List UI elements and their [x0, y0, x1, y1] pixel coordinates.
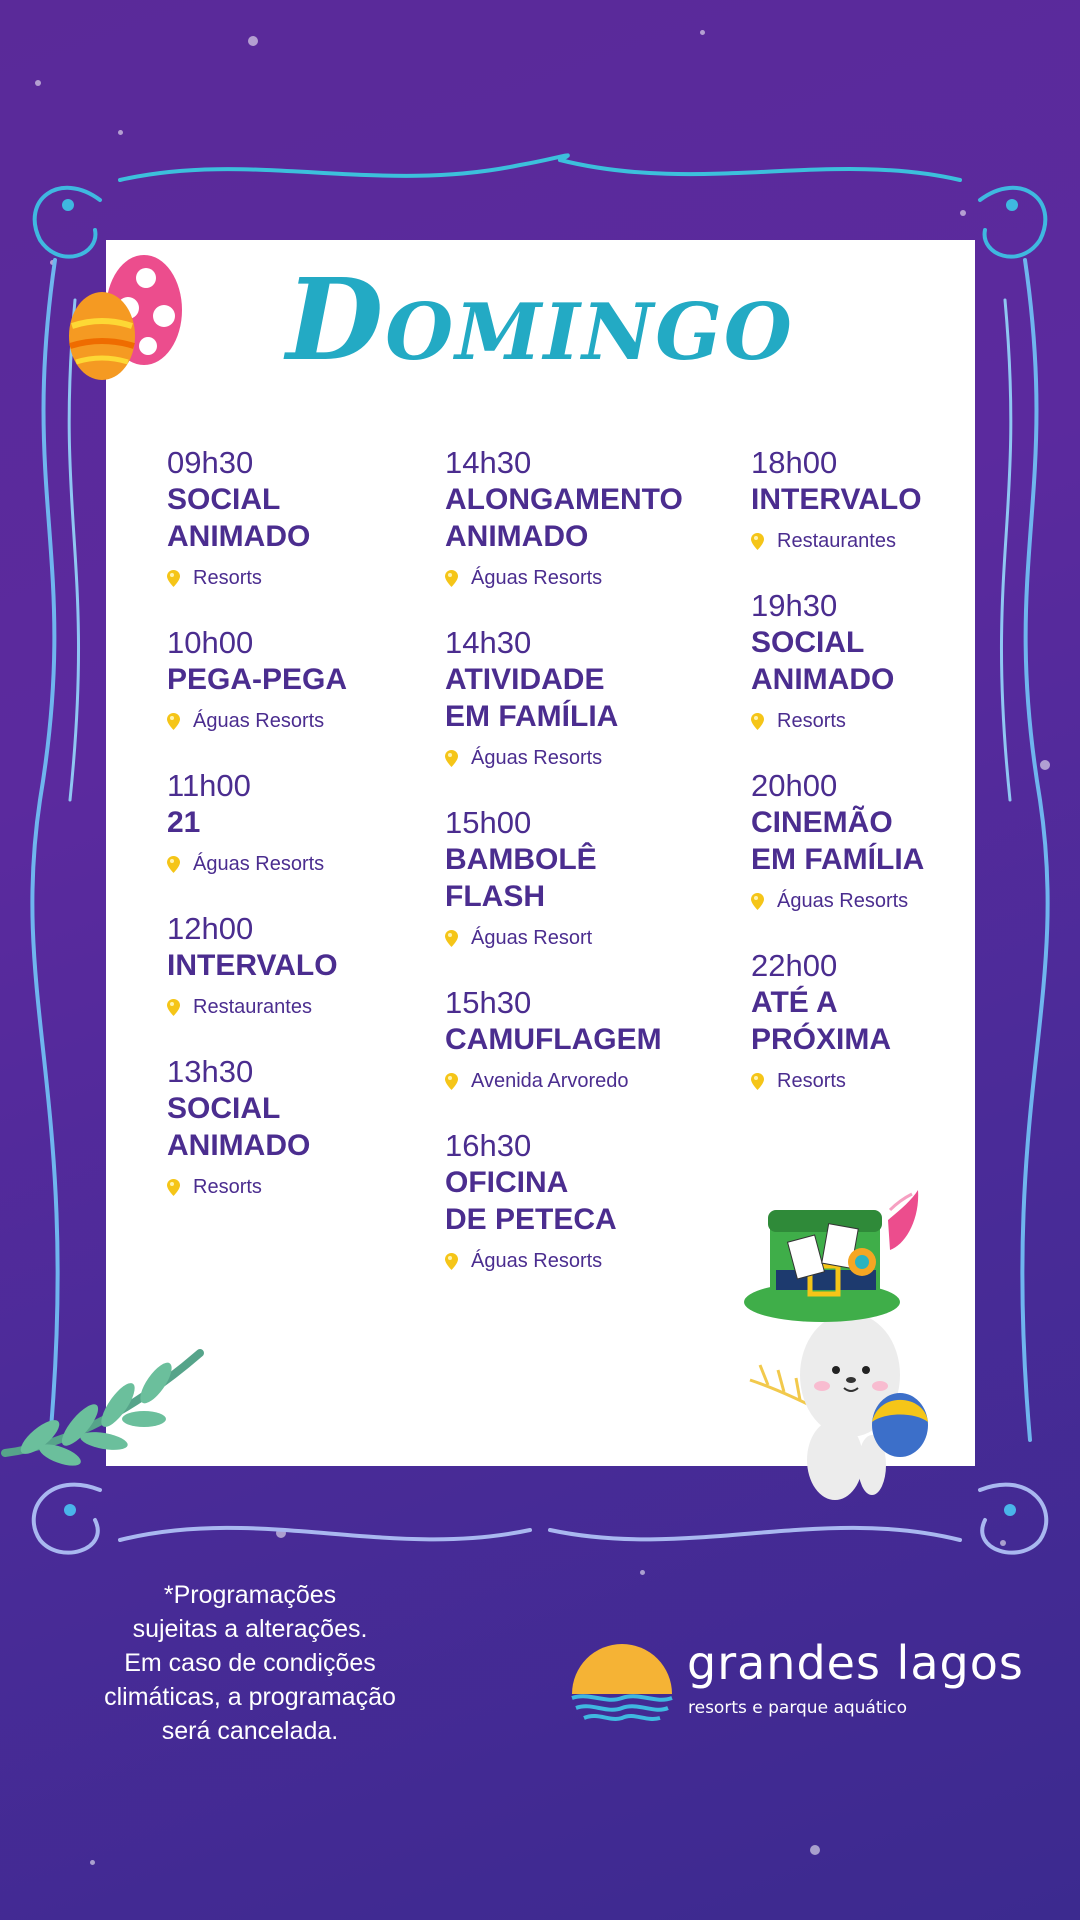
- event-location: [751, 710, 951, 733]
- event-location: [445, 927, 735, 950]
- schedule-event: [167, 624, 427, 733]
- event-location-label: Resorts: [193, 1176, 262, 1198]
- event-name: SOCIAL ANIMADO: [167, 1092, 311, 1162]
- event-time: 20h00: [751, 768, 838, 803]
- event-name: CINEMÃO EM FAMÍLIA: [751, 806, 925, 876]
- sun-waves-icon: [570, 1632, 675, 1722]
- disclaimer-text: *Programações sujeitas a alterações. Em caso de condições climáticas, a programação será cancelada.: [104, 1581, 396, 1745]
- event-location-label: Águas Resorts: [777, 890, 909, 912]
- schedule-column-3: [751, 444, 951, 1127]
- logo-name: grandes lagos: [687, 1636, 1024, 1690]
- schedule-column-2: [445, 444, 735, 1307]
- event-location-label: Águas Resorts: [471, 567, 603, 589]
- event-name: ATÉ A PRÓXIMA: [751, 986, 892, 1056]
- event-time: 14h30: [445, 445, 532, 480]
- event-location: [445, 1250, 735, 1273]
- event-location: [167, 1176, 427, 1199]
- easter-bunny-hat-icon: [740, 1190, 940, 1510]
- event-location-label: Águas Resorts: [471, 1250, 603, 1272]
- event-location-label: Avenida Arvoredo: [471, 1070, 629, 1092]
- leaf-branch-icon: [0, 1345, 210, 1475]
- event-time: 15h30: [445, 985, 532, 1020]
- event-location-label: Águas Resorts: [193, 853, 325, 875]
- event-time: 13h30: [167, 1054, 254, 1089]
- event-location-label: Resorts: [193, 567, 262, 589]
- map-pin-icon: [167, 713, 193, 730]
- map-pin-icon: [167, 856, 193, 873]
- event-location: [167, 710, 427, 733]
- event-location: [167, 567, 427, 590]
- event-name: CAMUFLAGEM: [445, 1023, 662, 1056]
- event-name: ALONGAMENTO ANIMADO: [445, 483, 683, 553]
- map-pin-icon: [445, 750, 471, 767]
- schedule-event: [167, 910, 427, 1019]
- event-location: [445, 747, 735, 770]
- schedule-event: [167, 444, 427, 590]
- schedule-event: [445, 444, 735, 590]
- map-pin-icon: [751, 713, 777, 730]
- event-time: 16h30: [445, 1128, 532, 1163]
- schedule-event: [167, 767, 427, 876]
- event-location-label: Águas Resorts: [471, 747, 603, 769]
- event-location: [751, 530, 951, 553]
- map-pin-icon: [167, 999, 193, 1016]
- event-name: BAMBOLÊ FLASH: [445, 843, 597, 913]
- event-name: INTERVALO: [167, 949, 338, 982]
- event-name: 21: [167, 806, 201, 839]
- event-time: 15h00: [445, 805, 532, 840]
- event-time: 11h00: [167, 768, 251, 803]
- event-name: OFICINA DE PETECA: [445, 1166, 617, 1236]
- logo-tagline: resorts e parque aquático: [688, 1698, 907, 1718]
- event-time: 22h00: [751, 948, 838, 983]
- schedule-event: [445, 1127, 735, 1273]
- event-name: ATIVIDADE EM FAMÍLIA: [445, 663, 619, 733]
- schedule-column-1: [167, 444, 427, 1233]
- event-location: [167, 853, 427, 876]
- schedule-event: [751, 587, 951, 733]
- event-location-label: Águas Resorts: [193, 710, 325, 732]
- map-pin-icon: [445, 930, 471, 947]
- map-pin-icon: [751, 893, 777, 910]
- event-location: [751, 1070, 951, 1093]
- event-name: INTERVALO: [751, 483, 922, 516]
- event-time: 14h30: [445, 625, 532, 660]
- grandes-lagos-logo: [570, 1632, 1024, 1722]
- event-location: [445, 1070, 735, 1093]
- event-name: PEGA-PEGA: [167, 663, 348, 696]
- event-location-label: Resorts: [777, 710, 846, 732]
- map-pin-icon: [751, 1073, 777, 1090]
- map-pin-icon: [445, 570, 471, 587]
- event-location: [445, 567, 735, 590]
- map-pin-icon: [445, 1253, 471, 1270]
- map-pin-icon: [167, 1179, 193, 1196]
- event-time: 09h30: [167, 445, 254, 480]
- schedule-event: [445, 984, 735, 1093]
- event-location: [167, 996, 427, 1019]
- event-time: 18h00: [751, 445, 838, 480]
- event-location-label: Resorts: [777, 1070, 846, 1092]
- schedule-event: [751, 947, 951, 1093]
- event-location: [751, 890, 951, 913]
- map-pin-icon: [751, 533, 777, 550]
- schedule-event: [445, 804, 735, 950]
- page-title: Domingo: [286, 255, 794, 386]
- event-time: 10h00: [167, 625, 254, 660]
- event-location-label: Restaurantes: [193, 996, 312, 1018]
- map-pin-icon: [445, 1073, 471, 1090]
- event-location-label: Restaurantes: [777, 530, 896, 552]
- event-time: 12h00: [167, 911, 254, 946]
- event-name: SOCIAL ANIMADO: [751, 626, 895, 696]
- event-location-label: Águas Resort: [471, 927, 593, 949]
- schedule-event: [751, 767, 951, 913]
- schedule-event: [445, 624, 735, 770]
- schedule-event: [167, 1053, 427, 1199]
- event-name: SOCIAL ANIMADO: [167, 483, 311, 553]
- map-pin-icon: [167, 570, 193, 587]
- event-time: 19h30: [751, 588, 838, 623]
- schedule-event: [751, 444, 951, 553]
